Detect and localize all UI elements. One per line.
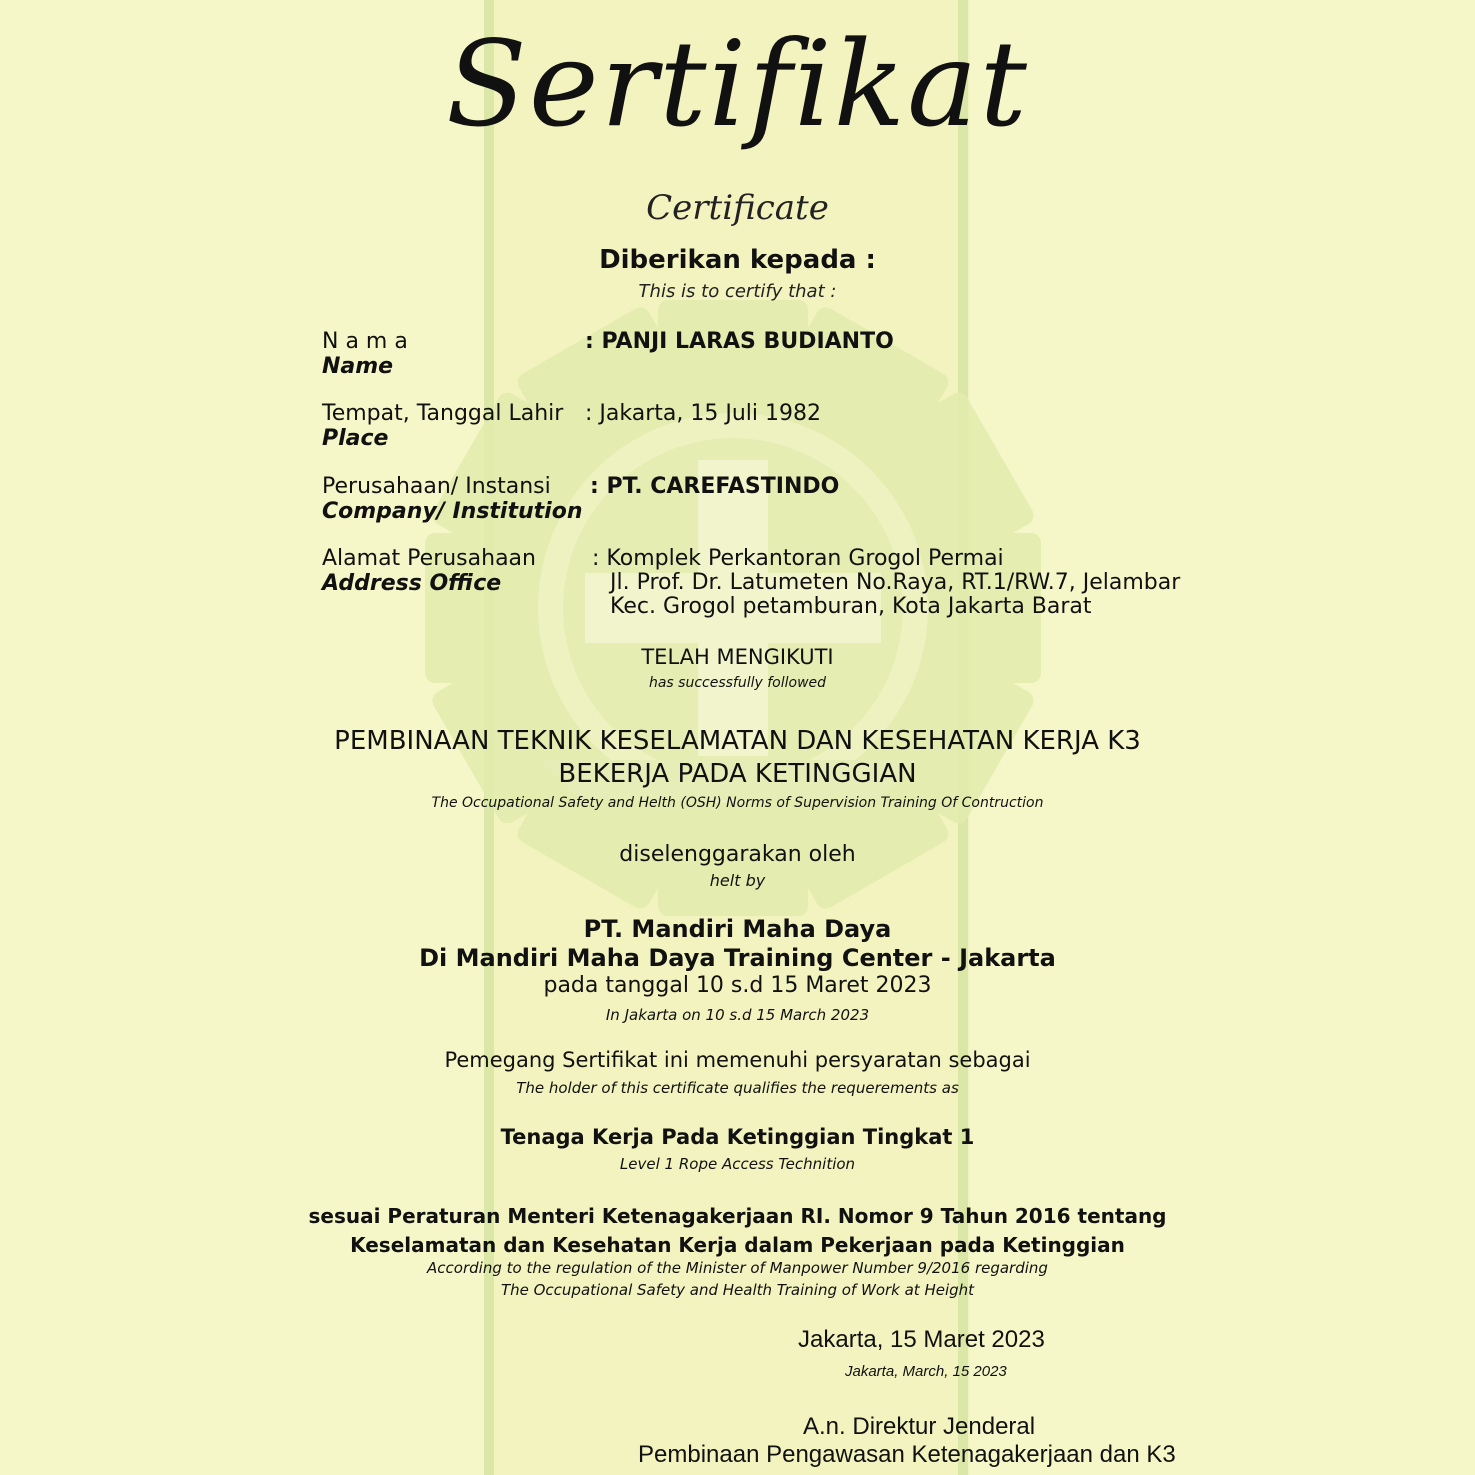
regulation-line2: Keselamatan dan Kesehatan Kerja dalam Pekerjaan pada Ketinggian [350, 1233, 1125, 1257]
field-address-value-line2: Jl. Prof. Dr. Latumeten No.Raya, RT.1/RW.7, Jelambar [610, 570, 1181, 595]
field-birth-label-en: Place [322, 426, 389, 451]
signature-department: Pembinaan Pengawasan Ketenagakerjaan dan K3 [638, 1441, 1176, 1468]
signature-place-date: Jakarta, 15 Maret 2023 [798, 1326, 1045, 1353]
qualification-level: Tenaga Kerja Pada Ketinggian Tingkat 1 [500, 1125, 975, 1149]
field-company-value: : PT. CAREFASTINDO [590, 474, 840, 499]
field-birth-label: Tempat, Tanggal Lahir [322, 401, 564, 426]
field-address-label-en: Address Office [322, 571, 502, 596]
organizer-name: PT. Mandiri Maha Daya [583, 915, 892, 943]
attended-heading-en: has successfully followed [648, 675, 827, 691]
training-date: pada tanggal 10 s.d 15 Maret 2023 [543, 973, 932, 998]
attended-heading: TELAH MENGIKUTI [641, 645, 834, 669]
field-address-value-line1: : Komplek Perkantoran Grogol Permai [592, 546, 1004, 571]
field-company-label-en: Company/ Institution [322, 499, 583, 524]
training-date-en: In Jakarta on 10 s.d 15 March 2023 [605, 1006, 870, 1024]
signature-on-behalf: A.n. Direktur Jenderal [803, 1413, 1036, 1440]
held-by-label: diselenggarakan oleh [619, 842, 856, 867]
training-title-line2: BEKERJA PADA KETINGGIAN [558, 759, 917, 789]
organizer-location: Di Mandiri Maha Daya Training Center - Jakarta [419, 944, 1056, 972]
field-name-value: : PANJI LARAS BUDIANTO [585, 329, 894, 354]
field-address-label: Alamat Perusahaan [322, 546, 536, 571]
certificate-subtitle: Certificate [646, 188, 829, 228]
training-title-line1: PEMBINAAN TEKNIK KESELAMATAN DAN KESEHATAN KERJA K3 [334, 726, 1141, 756]
given-to-heading: Diberikan kepada : [599, 245, 876, 275]
field-birth-value: : Jakarta, 15 Juli 1982 [585, 401, 821, 426]
held-by-label-en: helt by [709, 871, 766, 890]
field-address-value-line3: Kec. Grogol petamburan, Kota Jakarta Barat [610, 594, 1092, 619]
regulation-line1-en: According to the regulation of the Minister of Manpower Number 9/2016 regarding [427, 1259, 1048, 1277]
field-name-label: N a m a [322, 329, 408, 354]
regulation-line2-en: The Occupational Safety and Health Training of Work at Height [500, 1281, 975, 1299]
qualification-level-en: Level 1 Rope Access Technition [619, 1155, 856, 1173]
certificate-title: Sertifikat [446, 15, 1029, 153]
qualification-intro-en: The holder of this certificate qualifies the requerements as [516, 1079, 959, 1097]
regulation-line1: sesuai Peraturan Menteri Ketenagakerjaan RI. Nomor 9 Tahun 2016 tentang [308, 1204, 1167, 1228]
qualification-intro: Pemegang Sertifikat ini memenuhi persyaratan sebagai [444, 1048, 1031, 1072]
given-to-heading-en: This is to certify that : [638, 281, 837, 302]
training-title-en: The Occupational Safety and Helth (OSH) Norms of Supervision Training Of Contruction [431, 795, 1044, 811]
field-company-label: Perusahaan/ Instansi [322, 474, 551, 499]
field-name-label-en: Name [322, 354, 394, 379]
signature-place-date-en: Jakarta, March, 15 2023 [845, 1363, 1007, 1380]
